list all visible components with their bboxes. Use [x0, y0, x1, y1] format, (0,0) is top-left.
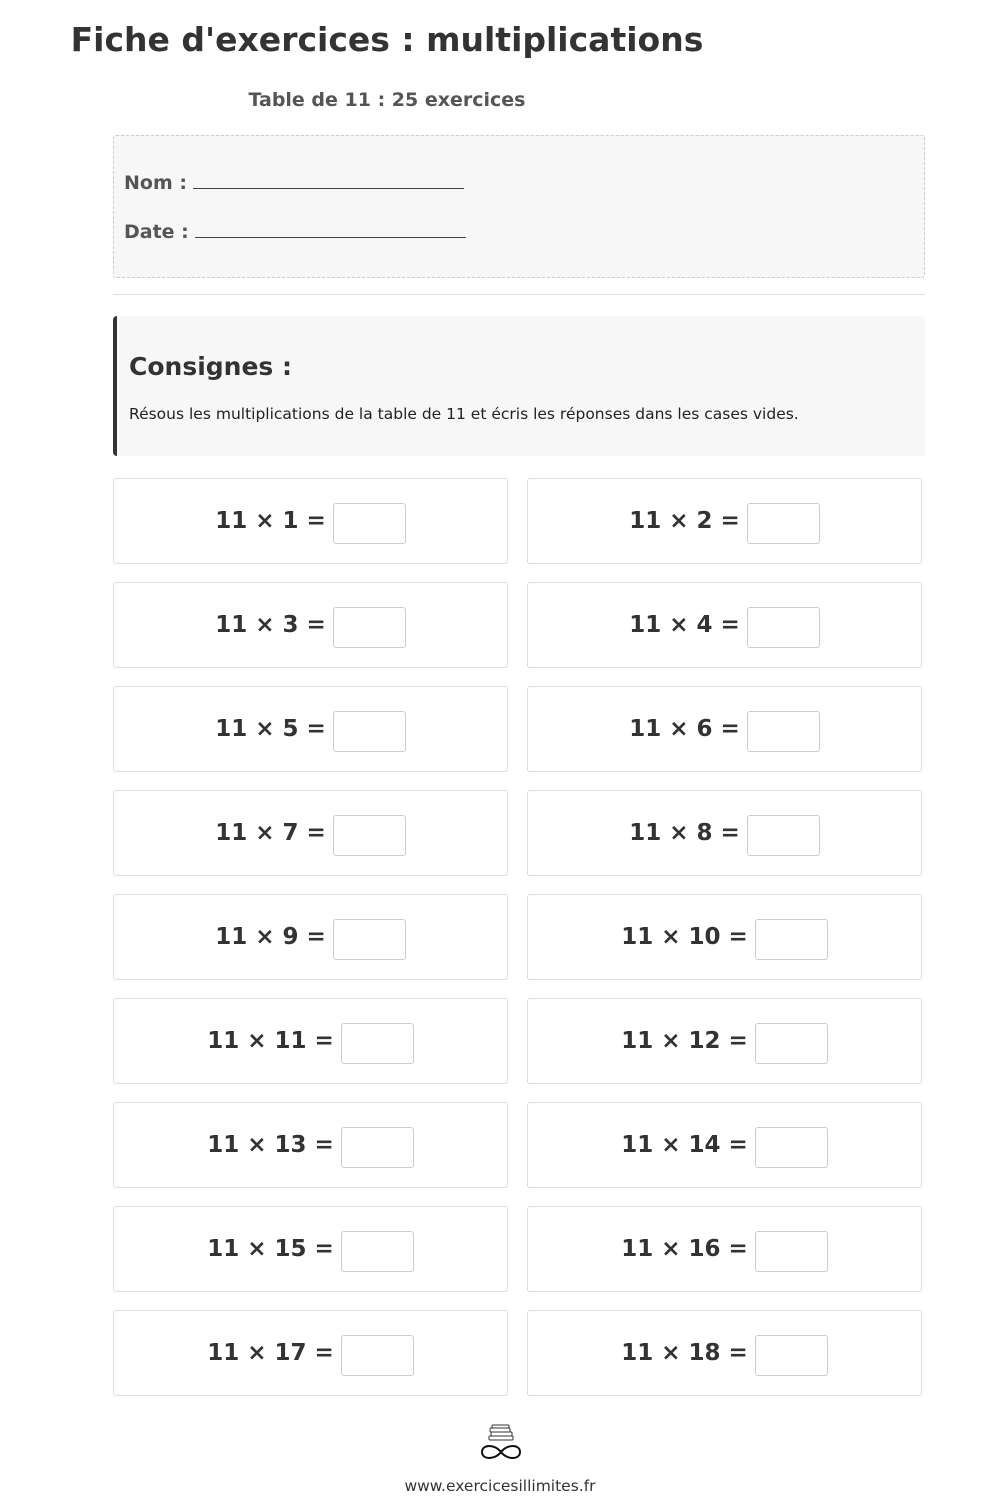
name-label: Nom : — [124, 172, 187, 194]
page-subtitle: Table de 11 : 25 exercices — [248, 89, 526, 111]
exercise-label: 11 × 16 = — [621, 1236, 748, 1262]
answer-box[interactable] — [755, 1231, 828, 1272]
exercise-card — [527, 790, 922, 876]
exercise-card — [527, 998, 922, 1084]
exercise-label: 11 × 14 = — [621, 1132, 748, 1158]
exercise-card — [113, 790, 508, 876]
answer-box[interactable] — [755, 1127, 828, 1168]
answer-box[interactable] — [747, 607, 820, 648]
exercise-label: 11 × 10 = — [621, 924, 748, 950]
answer-box[interactable] — [333, 607, 406, 648]
answer-box[interactable] — [333, 711, 406, 752]
exercise-label: 11 × 3 = — [215, 612, 326, 638]
exercise-card — [527, 478, 922, 564]
answer-box[interactable] — [747, 711, 820, 752]
answer-box[interactable] — [333, 815, 406, 856]
exercise-label: 11 × 5 = — [215, 716, 326, 742]
exercise-card — [113, 998, 508, 1084]
exercise-label: 11 × 11 = — [207, 1028, 334, 1054]
name-field[interactable] — [193, 170, 464, 189]
exercise-card — [527, 894, 922, 980]
divider — [113, 294, 925, 295]
exercise-label: 11 × 2 = — [629, 508, 740, 534]
exercise-label: 11 × 1 = — [215, 508, 326, 534]
student-info-box — [113, 135, 925, 278]
date-line — [124, 219, 466, 243]
instructions-text: Résous les multiplications de la table de 11 et écris les réponses dans les cases vides. — [129, 405, 799, 423]
answer-box[interactable] — [755, 919, 828, 960]
infinity-books-logo-icon — [476, 1424, 526, 1464]
answer-box[interactable] — [341, 1023, 414, 1064]
exercise-card — [527, 686, 922, 772]
answer-box[interactable] — [341, 1335, 414, 1376]
footer-url: www.exercicesillimites.fr — [404, 1477, 596, 1495]
instructions-title: Consignes : — [129, 352, 293, 381]
exercise-label: 11 × 8 = — [629, 820, 740, 846]
exercise-label: 11 × 17 = — [207, 1340, 334, 1366]
answer-box[interactable] — [333, 503, 406, 544]
exercise-card — [527, 1310, 922, 1396]
exercise-card — [113, 894, 508, 980]
answer-box[interactable] — [341, 1127, 414, 1168]
exercise-card — [113, 686, 508, 772]
exercise-card — [113, 1310, 508, 1396]
exercise-label: 11 × 15 = — [207, 1236, 334, 1262]
exercise-card — [527, 1102, 922, 1188]
exercise-card — [527, 582, 922, 668]
exercise-card — [113, 478, 508, 564]
answer-box[interactable] — [747, 815, 820, 856]
answer-box[interactable] — [755, 1023, 828, 1064]
answer-box[interactable] — [333, 919, 406, 960]
answer-box[interactable] — [341, 1231, 414, 1272]
instructions-box — [113, 316, 925, 456]
date-label: Date : — [124, 221, 189, 243]
exercise-label: 11 × 13 = — [207, 1132, 334, 1158]
answer-box[interactable] — [747, 503, 820, 544]
exercise-label: 11 × 18 = — [621, 1340, 748, 1366]
exercise-card — [113, 1102, 508, 1188]
date-field[interactable] — [195, 219, 466, 238]
answer-box[interactable] — [755, 1335, 828, 1376]
page-title: Fiche d'exercices : multiplications — [70, 20, 704, 59]
exercise-card — [113, 1206, 508, 1292]
exercise-label: 11 × 7 = — [215, 820, 326, 846]
exercise-card — [527, 1206, 922, 1292]
exercise-label: 11 × 6 = — [629, 716, 740, 742]
exercise-label: 11 × 4 = — [629, 612, 740, 638]
exercise-label: 11 × 12 = — [621, 1028, 748, 1054]
exercise-card — [113, 582, 508, 668]
name-line — [124, 170, 464, 194]
worksheet — [113, 0, 925, 1500]
exercise-label: 11 × 9 = — [215, 924, 326, 950]
